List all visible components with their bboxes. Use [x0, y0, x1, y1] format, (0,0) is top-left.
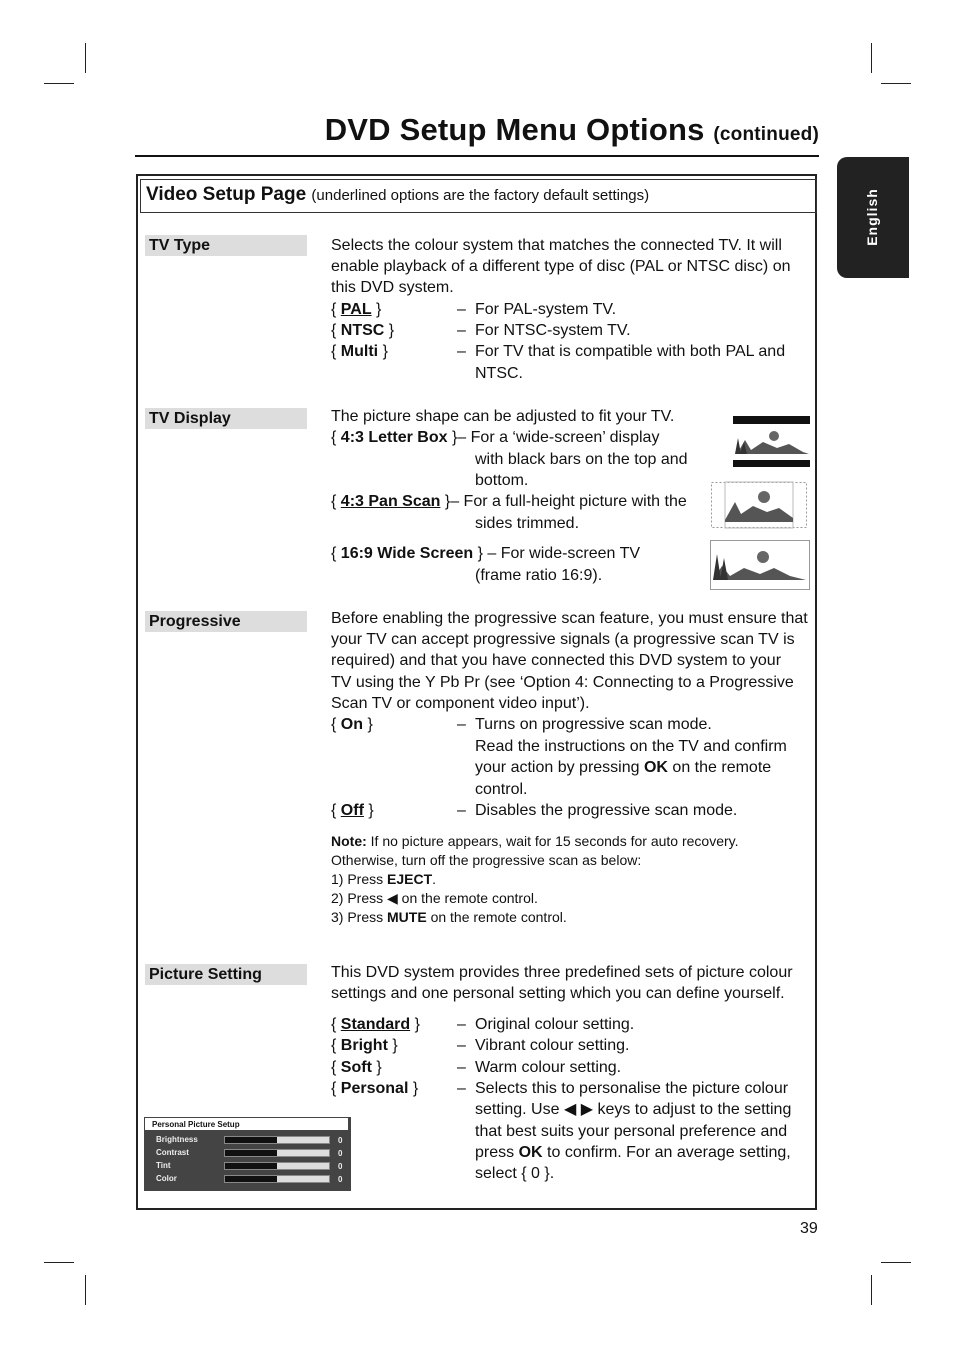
dash: – [457, 343, 466, 360]
option-personal-desc-4: press OK to confirm. For an average setting, [475, 1144, 791, 1161]
left-arrow-icon: ◀ [563, 1101, 577, 1118]
slider-fill [225, 1163, 277, 1169]
crop-mark [44, 83, 74, 84]
tv-type-intro-1: Selects the colour system that matches the connected TV. It will [331, 237, 782, 254]
slider-fill [225, 1150, 277, 1156]
label-progressive: Progressive [145, 611, 307, 632]
picture-setting-intro-1: This DVD system provides three predefined sets of picture colour [331, 964, 793, 981]
option-soft: { Soft } [331, 1059, 382, 1076]
option-letterbox: { 4:3 Letter Box }– For a ‘wide-screen’ display [331, 429, 660, 446]
value-tint: 0 [338, 1162, 343, 1171]
option-personal-desc-1: Selects this to personalise the picture colour [475, 1080, 789, 1097]
option-on-desc-4: control. [475, 781, 528, 798]
option-panscan-desc-2: sides trimmed. [475, 515, 580, 532]
slider-color [224, 1175, 330, 1183]
page-title: DVD Setup Menu Options (continued) [324, 112, 819, 147]
crop-mark [871, 1275, 872, 1305]
label-tv-display: TV Display [145, 408, 307, 429]
progressive-intro-4: TV using the Y Pb Pr (see ‘Option 4: Connecting to a Progressive [331, 674, 794, 691]
option-pal-desc: For PAL-system TV. [475, 301, 617, 318]
label-tv-type: TV Type [145, 235, 307, 256]
label-picture-setting: Picture Setting [145, 964, 307, 985]
letterbox-illustration [733, 416, 810, 468]
option-widescreen: { 16:9 Wide Screen } – For wide-screen TV [331, 545, 641, 562]
option-bright: { Bright } [331, 1037, 398, 1054]
option-on-desc-3: your action by pressing OK on the remote [475, 759, 772, 776]
note-step-1: 1) Press EJECT. [331, 871, 437, 887]
crop-mark [44, 1262, 74, 1263]
option-on-desc-2: Read the instructions on the TV and confirm [475, 738, 787, 755]
option-soft-desc: Warm colour setting. [475, 1059, 622, 1076]
setting-label-tint: Tint [156, 1161, 171, 1170]
left-arrow-icon: ◀ [387, 890, 398, 906]
option-on-desc-1: Turns on progressive scan mode. [475, 716, 712, 733]
tv-display-intro: The picture shape can be adjusted to fit your TV. [331, 408, 675, 425]
option-letterbox-desc-3: bottom. [475, 472, 529, 489]
personal-picture-setup-panel [144, 1117, 351, 1191]
section-heading: Video Setup Page (underlined options are the factory default settings) [146, 184, 650, 205]
dash: – [457, 802, 466, 819]
slider-contrast [224, 1149, 330, 1157]
option-multi-desc-1: For TV that is compatible with both PAL and [475, 343, 786, 360]
option-on: { On } [331, 716, 373, 733]
slider-fill [225, 1137, 277, 1143]
progressive-intro-5: Scan TV or component video input’). [331, 695, 590, 712]
dash: – [457, 1080, 466, 1097]
option-ntsc-desc: For NTSC-system TV. [475, 322, 631, 339]
title-continued: (continued) [713, 124, 819, 145]
crop-mark [881, 83, 911, 84]
option-personal-desc-5: select { 0 }. [475, 1165, 555, 1182]
progressive-intro-2: your TV can accept progressive signals (a progressive scan TV is [331, 631, 795, 648]
option-ntsc: { NTSC } [331, 322, 395, 339]
option-standard-desc: Original colour setting. [475, 1016, 635, 1033]
option-widescreen-desc-2: (frame ratio 16:9). [475, 567, 603, 584]
option-panscan: { 4:3 Pan Scan }– For a full-height picture with the [331, 493, 687, 510]
option-letterbox-desc-2: with black bars on the top and [475, 451, 688, 468]
note-step-3: 3) Press MUTE on the remote control. [331, 909, 567, 925]
dash: – [457, 1037, 466, 1054]
setting-label-contrast: Contrast [156, 1148, 189, 1157]
dash: – [457, 1016, 466, 1033]
value-brightness: 0 [338, 1136, 343, 1145]
option-off: { Off } [331, 802, 374, 819]
slider-tint [224, 1162, 330, 1170]
note: Note: If no picture appears, wait for 15 seconds for auto recovery. [331, 833, 739, 849]
slider-brightness [224, 1136, 330, 1144]
dash: – [457, 1059, 466, 1076]
widescreen-illustration [710, 540, 810, 590]
language-tab-label: English [864, 188, 880, 246]
note-line-2: Otherwise, turn off the progressive scan as below: [331, 852, 642, 868]
option-personal-desc-2: setting. Use ◀ ▶ keys to adjust to the setting [475, 1101, 792, 1118]
option-multi: { Multi } [331, 343, 388, 360]
panel-title: Personal Picture Setup [144, 1117, 349, 1131]
picture-setting-intro-2: settings and one personal setting which you can define yourself. [331, 985, 785, 1002]
slider-fill [225, 1176, 277, 1182]
progressive-intro-1: Before enabling the progressive scan feature, you must ensure that [331, 610, 808, 627]
option-personal: { Personal } [331, 1080, 419, 1097]
crop-mark [871, 43, 872, 73]
title-divider [135, 155, 819, 157]
dash: – [457, 716, 466, 733]
value-color: 0 [338, 1175, 343, 1184]
dash: – [457, 322, 466, 339]
crop-mark [85, 43, 86, 73]
option-pal: { PAL } [331, 301, 382, 318]
section-subtitle: (underlined options are the factory default settings) [311, 187, 650, 204]
note-step-2: 2) Press ◀ on the remote control. [331, 890, 538, 906]
option-personal-desc-3: that best suits your personal preference and [475, 1123, 788, 1140]
value-contrast: 0 [338, 1149, 343, 1158]
option-standard: { Standard } [331, 1016, 420, 1033]
panscan-illustration [711, 482, 807, 528]
option-multi-desc-2: NTSC. [475, 365, 523, 382]
option-off-desc: Disables the progressive scan mode. [475, 802, 738, 819]
tv-type-intro-2: enable playback of a different type of disc (PAL or NTSC disc) on [331, 258, 791, 275]
right-arrow-icon: ▶ [580, 1101, 594, 1118]
page-number: 39 [800, 1220, 818, 1237]
setting-label-brightness: Brightness [156, 1135, 198, 1144]
crop-mark [85, 1275, 86, 1305]
progressive-intro-3: required) and that you have connected this DVD system to your [331, 652, 782, 669]
setting-label-color: Color [156, 1174, 177, 1183]
option-bright-desc: Vibrant colour setting. [475, 1037, 630, 1054]
dash: – [457, 301, 466, 318]
tv-type-intro-3: this DVD system. [331, 279, 454, 296]
crop-mark [881, 1262, 911, 1263]
